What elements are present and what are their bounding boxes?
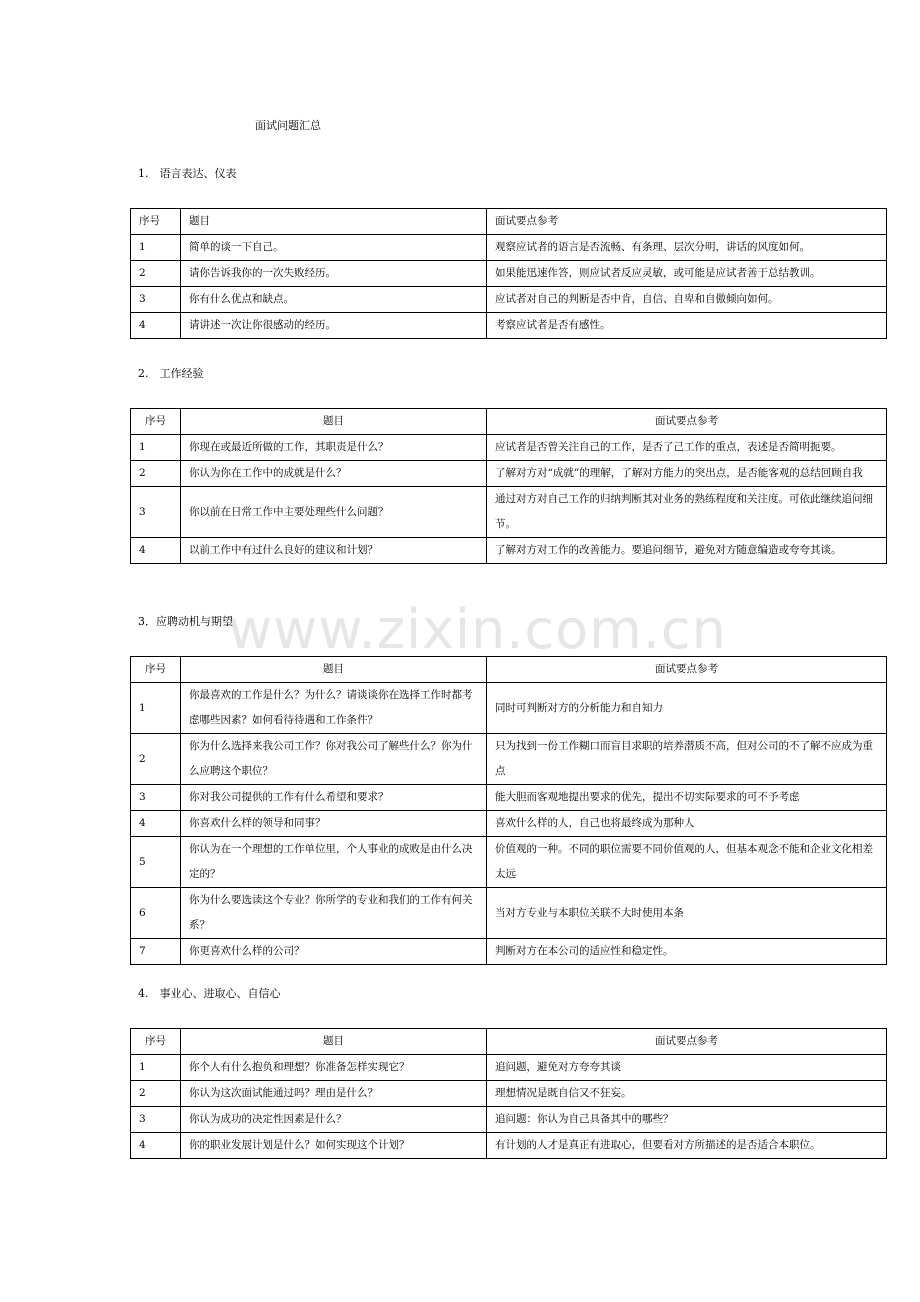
question-cell: 你认为成功的决定性因素是什么？ xyxy=(181,1107,487,1133)
row-number: 1 xyxy=(131,235,181,261)
reference-cell: 了解对方对工作的改善能力。要追问细节，避免对方随意编造或夸夸其谈。 xyxy=(487,538,887,564)
table-row xyxy=(131,939,887,965)
reference-cell: 了解对方对“成就”的理解，了解对方能力的突出点，是否能客观的总结回顾自我 xyxy=(487,461,887,487)
table-row xyxy=(131,313,887,339)
header-cell: 面试要点参考 xyxy=(487,1029,887,1055)
section-3-heading: 3．应聘动机与期望 xyxy=(138,615,233,628)
section-2-table xyxy=(130,408,887,564)
table-row xyxy=(131,1081,887,1107)
header-cell: 序号 xyxy=(131,1029,181,1055)
header-cell: 面试要点参考 xyxy=(487,409,887,435)
question-cell: 你最喜欢的工作是什么？为什么？请谈谈你在选择工作时都考虑哪些因素？如何看待待遇和工作条件？ xyxy=(181,683,487,734)
row-number: 1 xyxy=(131,1055,181,1081)
question-cell: 你认为这次面试能通过吗？理由是什么？ xyxy=(181,1081,487,1107)
row-number: 6 xyxy=(131,888,181,939)
table-row xyxy=(131,734,887,785)
question-cell: 你更喜欢什么样的公司？ xyxy=(181,939,487,965)
table-row xyxy=(131,235,887,261)
section-2-heading: 2. 工作经验 xyxy=(138,367,204,380)
question-cell: 你的职业发展计划是什么？如何实现这个计划？ xyxy=(181,1133,487,1159)
table-header-row xyxy=(131,409,887,435)
reference-cell: 理想情况是既自信又不狂妄。 xyxy=(487,1081,887,1107)
question-cell: 你喜欢什么样的领导和同事？ xyxy=(181,811,487,837)
question-cell: 请讲述一次让你很感动的经历。 xyxy=(181,313,487,339)
section-1-heading: 1. 语言表达、仪表 xyxy=(138,167,237,180)
table-row xyxy=(131,1055,887,1081)
reference-cell: 当对方专业与本职位关联不大时使用本条 xyxy=(487,888,887,939)
header-cell: 序号 xyxy=(131,657,181,683)
table-header-row xyxy=(131,1029,887,1055)
table-row xyxy=(131,811,887,837)
row-number: 4 xyxy=(131,538,181,564)
reference-cell: 判断对方在本公司的适应性和稳定性。 xyxy=(487,939,887,965)
reference-cell: 应试者是否曾关注自己的工作，是否了己工作的重点，表述是否简明扼要。 xyxy=(487,435,887,461)
header-cell: 序号 xyxy=(131,409,181,435)
table-row xyxy=(131,435,887,461)
reference-cell: 能大胆而客观地提出要求的优先，提出不切实际要求的可不予考虑 xyxy=(487,785,887,811)
table-row xyxy=(131,837,887,888)
watermark: www.zixin.com.cn xyxy=(228,598,727,661)
reference-cell: 有计划的人才是真正有进取心，但要看对方所描述的是否适合本职位。 xyxy=(487,1133,887,1159)
row-number: 5 xyxy=(131,837,181,888)
header-cell: 题目 xyxy=(181,1029,487,1055)
reference-cell: 只为找到一份工作糊口而盲目求职的培养潜质不高，但对公司的不了解不应成为重点 xyxy=(487,734,887,785)
table-header-row xyxy=(131,657,887,683)
section-4-table xyxy=(130,1028,887,1159)
question-cell: 你为什么选择来我公司工作？你对我公司了解些什么？你为什么应聘这个职位？ xyxy=(181,734,487,785)
question-cell: 你个人有什么抱负和理想？你准备怎样实现它？ xyxy=(181,1055,487,1081)
header-cell: 面试要点参考 xyxy=(487,657,887,683)
reference-cell: 如果能迅速作答，则应试者反应灵敏，或可能是应试者善于总结教训。 xyxy=(487,261,887,287)
header-cell: 序号 xyxy=(131,209,181,235)
row-number: 3 xyxy=(131,1107,181,1133)
header-cell: 面试要点参考 xyxy=(487,209,887,235)
table-row xyxy=(131,461,887,487)
table-row xyxy=(131,487,887,538)
question-cell: 你以前在日常工作中主要处理些什么问题？ xyxy=(181,487,487,538)
header-cell: 题目 xyxy=(181,409,487,435)
reference-cell: 观察应试者的语言是否流畅、有条理、层次分明，讲话的风度如何。 xyxy=(487,235,887,261)
header-cell: 题目 xyxy=(181,657,487,683)
question-cell: 你为什么要选读这个专业？你所学的专业和我们的工作有何关系？ xyxy=(181,888,487,939)
reference-cell: 应试者对自己的判断是否中肯，自信、自卑和自傲倾向如何。 xyxy=(487,287,887,313)
row-number: 7 xyxy=(131,939,181,965)
row-number: 2 xyxy=(131,461,181,487)
row-number: 2 xyxy=(131,734,181,785)
table-row xyxy=(131,1133,887,1159)
question-cell: 简单的谈一下自己。 xyxy=(181,235,487,261)
row-number: 2 xyxy=(131,1081,181,1107)
table-row xyxy=(131,538,887,564)
table-row xyxy=(131,785,887,811)
question-cell: 以前工作中有过什么良好的建议和计划？ xyxy=(181,538,487,564)
question-cell: 你认为在一个理想的工作单位里，个人事业的成败是由什么决定的？ xyxy=(181,837,487,888)
row-number: 2 xyxy=(131,261,181,287)
header-cell: 题目 xyxy=(181,209,487,235)
section-4-heading: 4. 事业心、进取心、自信心 xyxy=(138,987,281,1000)
reference-cell: 同时可判断对方的分析能力和自知力 xyxy=(487,683,887,734)
question-cell: 你对我公司提供的工作有什么希望和要求？ xyxy=(181,785,487,811)
table-row xyxy=(131,261,887,287)
row-number: 3 xyxy=(131,487,181,538)
table-row xyxy=(131,888,887,939)
question-cell: 你现在或最近所做的工作，其职责是什么？ xyxy=(181,435,487,461)
question-cell: 请你告诉我你的一次失败经历。 xyxy=(181,261,487,287)
table-header-row xyxy=(131,209,887,235)
question-cell: 你有什么优点和缺点。 xyxy=(181,287,487,313)
reference-cell: 喜欢什么样的人，自己也将最终成为那种人 xyxy=(487,811,887,837)
row-number: 3 xyxy=(131,287,181,313)
reference-cell: 通过对方对自己工作的归纳判断其对业务的熟练程度和关注度。可依此继续追问细节。 xyxy=(487,487,887,538)
row-number: 1 xyxy=(131,683,181,734)
row-number: 4 xyxy=(131,811,181,837)
reference-cell: 追问题：你认为自己具备其中的哪些？ xyxy=(487,1107,887,1133)
row-number: 4 xyxy=(131,313,181,339)
document-title: 面试问题汇总 xyxy=(255,119,321,132)
row-number: 3 xyxy=(131,785,181,811)
reference-cell: 价值观的一种。不同的职位需要不同价值观的人，但基本观念不能和企业文化相差太远 xyxy=(487,837,887,888)
table-row xyxy=(131,1107,887,1133)
question-cell: 你认为你在工作中的成就是什么？ xyxy=(181,461,487,487)
reference-cell: 追问题，避免对方夸夸其谈 xyxy=(487,1055,887,1081)
reference-cell: 考察应试者是否有感性。 xyxy=(487,313,887,339)
row-number: 1 xyxy=(131,435,181,461)
table-row xyxy=(131,287,887,313)
section-3-table xyxy=(130,656,887,965)
section-1-table xyxy=(130,208,887,339)
row-number: 4 xyxy=(131,1133,181,1159)
table-row xyxy=(131,683,887,734)
